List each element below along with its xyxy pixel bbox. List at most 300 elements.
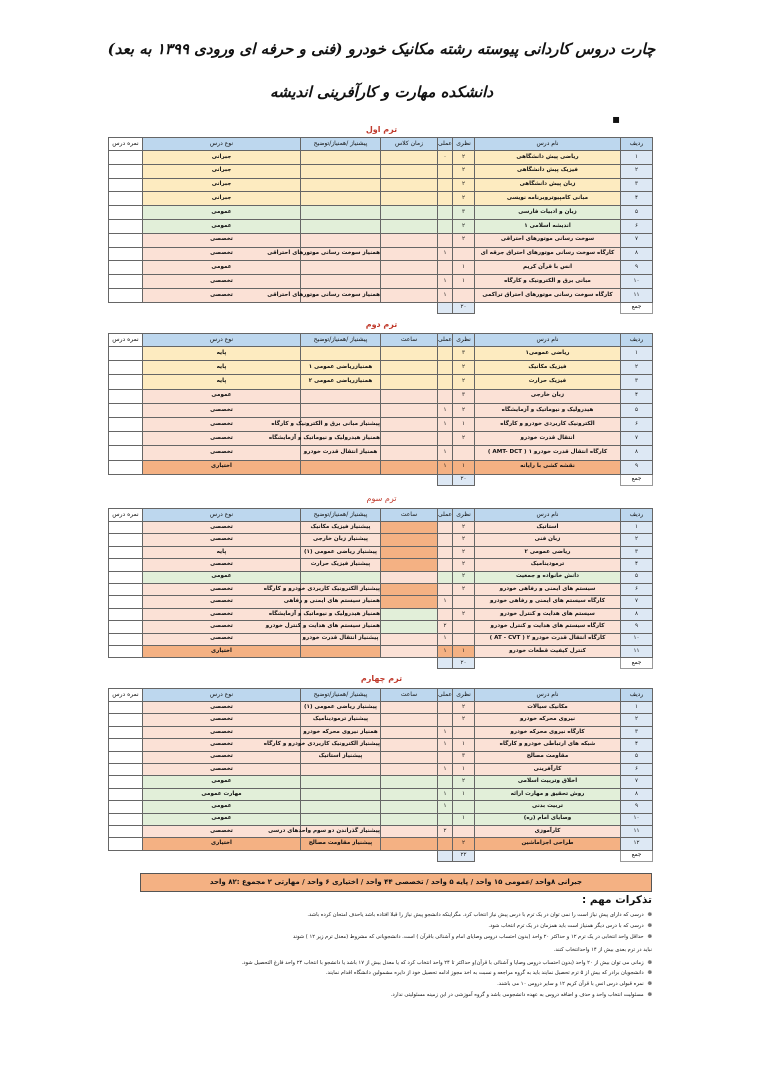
course-name: کارآموزی [475, 825, 621, 837]
prerequisite [301, 788, 381, 800]
practical-units [438, 389, 453, 403]
practical-units: ۱ [438, 645, 453, 657]
term-title: ترم دوم [365, 320, 398, 329]
grade-cell[interactable] [109, 763, 143, 775]
table-row [109, 621, 653, 633]
row-index: ۸ [621, 608, 653, 620]
grade-cell[interactable] [109, 788, 143, 800]
practical-units [438, 361, 453, 375]
prerequisite: همنیاز هیدرولیک و نیوماتیک و آزمایشگاه [301, 608, 381, 620]
grade-cell[interactable] [109, 838, 143, 850]
class-time-cell[interactable] [381, 633, 438, 645]
course-table [108, 688, 653, 862]
class-time-cell[interactable] [381, 288, 438, 302]
grade-cell[interactable] [109, 261, 143, 275]
course-type: تخصصی [143, 522, 301, 534]
practical-units: ۱ [438, 739, 453, 751]
class-time-cell[interactable] [381, 375, 438, 389]
theory-units: ۲ [453, 571, 475, 583]
theory-units: ۲ [453, 432, 475, 446]
course-name: زبان خارجی [475, 389, 621, 403]
course-name: ریاضی عمومی۱ [475, 347, 621, 361]
course-type: اختیاری [143, 645, 301, 657]
class-time-cell[interactable] [381, 788, 438, 800]
course-type: تخصصی [143, 714, 301, 726]
course-type: عمومی [143, 261, 301, 275]
grade-cell[interactable] [109, 825, 143, 837]
grade-cell[interactable] [109, 608, 143, 620]
grade-cell[interactable] [109, 347, 143, 361]
class-time-cell[interactable] [381, 347, 438, 361]
class-time-cell[interactable] [381, 571, 438, 583]
row-index: ۷ [621, 776, 653, 788]
grade-cell[interactable] [109, 702, 143, 714]
grade-cell[interactable] [109, 522, 143, 534]
theory-units: ۲ [453, 522, 475, 534]
practical-units [438, 702, 453, 714]
row-index: ۱ [621, 522, 653, 534]
course-type: تخصصی [143, 559, 301, 571]
table-row [109, 825, 653, 837]
spacer [109, 658, 143, 669]
course-name: فیزیک مکانیک [475, 361, 621, 375]
spacer [143, 850, 301, 861]
table-row [109, 361, 653, 375]
course-name: اندیشه اسلامی ۱ [475, 219, 621, 233]
class-time-cell[interactable] [381, 261, 438, 275]
row-index: ۸ [621, 247, 653, 261]
course-table [108, 333, 653, 486]
class-time-cell[interactable] [381, 403, 438, 417]
prerequisite [301, 645, 381, 657]
theory-units: ۲ [453, 164, 475, 178]
course-name: ریاضی پیش دانشگاهی [475, 151, 621, 165]
class-time-cell[interactable] [381, 361, 438, 375]
grade-cell[interactable] [109, 583, 143, 595]
note-text: نباید در ترم بعدی بیش از ۱۴ واحدانتخاب کنند. [553, 946, 652, 953]
table-row [109, 247, 653, 261]
grade-cell[interactable] [109, 546, 143, 558]
row-index: ۱ [621, 151, 653, 165]
grade-cell[interactable] [109, 361, 143, 375]
course-type: اختیاری [143, 838, 301, 850]
spacer [301, 850, 381, 861]
grade-cell[interactable] [109, 621, 143, 633]
practical-units [438, 534, 453, 546]
course-type: تخصصی [143, 726, 301, 738]
grade-cell[interactable] [109, 739, 143, 751]
course-type: جبرانی [143, 151, 301, 165]
grade-cell[interactable] [109, 633, 143, 645]
mark: ▪ [612, 112, 621, 126]
header-course-name: نام درس [475, 334, 621, 347]
class-time-cell[interactable] [381, 206, 438, 220]
grade-cell[interactable] [109, 446, 143, 460]
theory-units: ۱ [453, 813, 475, 825]
class-time-cell[interactable] [381, 432, 438, 446]
practical-units: ۱ [438, 763, 453, 775]
grade-cell[interactable] [109, 726, 143, 738]
class-time-cell[interactable] [381, 763, 438, 775]
course-type: تخصصی [143, 275, 301, 289]
table-row [109, 726, 653, 738]
course-type: تخصصی [143, 763, 301, 775]
row-index: ۹ [621, 261, 653, 275]
grade-cell[interactable] [109, 813, 143, 825]
table-row [109, 583, 653, 595]
grade-cell[interactable] [109, 417, 143, 431]
theory-units: ۲ [453, 583, 475, 595]
grade-cell[interactable] [109, 801, 143, 813]
grade-cell[interactable] [109, 460, 143, 474]
course-name: ریاضی عمومی ۲ [475, 546, 621, 558]
theory-units: ۱ [453, 417, 475, 431]
table-row [109, 432, 653, 446]
table-row [109, 460, 653, 474]
grade-cell[interactable] [109, 389, 143, 403]
practical-units [438, 347, 453, 361]
table-row [109, 275, 653, 289]
table-row [109, 347, 653, 361]
total-label: جمع [621, 850, 653, 861]
grade-cell[interactable] [109, 247, 143, 261]
course-type: تخصصی [143, 403, 301, 417]
table-header-row [109, 689, 653, 702]
total-blank [438, 474, 453, 485]
row-index: ۱۰ [621, 275, 653, 289]
prerequisite: همنیاز سوخت رسانی موتورهای احتراقی [301, 288, 381, 302]
row-index: ۵ [621, 206, 653, 220]
grade-cell[interactable] [109, 776, 143, 788]
row-index: ۱ [621, 702, 653, 714]
header-prerequisite: پیشنیاز /همنیاز/توضیح [301, 509, 381, 522]
table-row [109, 522, 653, 534]
note-text: حداقل واحد انتخابی در یک ترم ۱۲ و حداکثر ۲۰ واحد (بدون احتساب دروس وصایای امام و آشنائی باقرآن ) است. دانشجویانی که مشروط (معدل ترم زیر ۱۲ ) شوند [292, 933, 644, 940]
class-time-cell[interactable] [381, 645, 438, 657]
class-time-cell[interactable] [381, 534, 438, 546]
course-name: کارآفرینی [475, 763, 621, 775]
theory-units: ۲ [453, 403, 475, 417]
grade-cell[interactable] [109, 596, 143, 608]
table-header-row [109, 509, 653, 522]
prerequisite: پیشنیاز زبان خارجی [301, 534, 381, 546]
class-time-cell[interactable] [381, 219, 438, 233]
grade-cell[interactable] [109, 571, 143, 583]
table-row [109, 288, 653, 302]
class-time-cell[interactable] [381, 164, 438, 178]
header-grade: نمره درس [109, 509, 143, 522]
prerequisite [301, 460, 381, 474]
class-time-cell[interactable] [381, 801, 438, 813]
header-theory: نظری [453, 509, 475, 522]
course-name: فیزیک پیش دانشگاهی [475, 164, 621, 178]
table-row [109, 714, 653, 726]
class-time-cell[interactable] [381, 446, 438, 460]
total-units: ۲۰ [453, 474, 475, 485]
theory-units [453, 633, 475, 645]
class-time-cell[interactable] [381, 596, 438, 608]
table-row [109, 375, 653, 389]
theory-units [453, 801, 475, 813]
table-row [109, 763, 653, 775]
class-time-cell[interactable] [381, 751, 438, 763]
class-time-cell[interactable] [381, 559, 438, 571]
prerequisite: همنیاز انتقال قدرت خودرو [301, 446, 381, 460]
grade-cell[interactable] [109, 403, 143, 417]
class-time-cell[interactable] [381, 621, 438, 633]
theory-units: ۲ [453, 559, 475, 571]
practical-units: ۱ [438, 726, 453, 738]
header-time: زمان کلاس [381, 138, 438, 151]
grade-cell[interactable] [109, 219, 143, 233]
prerequisite: پیشنیاز ترمودینامیک [301, 714, 381, 726]
table-row [109, 608, 653, 620]
header-course-type: نوع درس [143, 138, 301, 151]
prerequisite [301, 219, 381, 233]
header-theory: نظری [453, 689, 475, 702]
practical-units: ۱ [438, 633, 453, 645]
class-time-cell[interactable] [381, 739, 438, 751]
prerequisite [301, 192, 381, 206]
class-time-cell[interactable] [381, 522, 438, 534]
class-time-cell[interactable] [381, 776, 438, 788]
course-name: مبانی برق و الکترونیک و کارگاه [475, 275, 621, 289]
row-index: ۳ [621, 178, 653, 192]
prerequisite [301, 261, 381, 275]
grade-cell[interactable] [109, 192, 143, 206]
grade-cell[interactable] [109, 714, 143, 726]
course-type: تخصصی [143, 825, 301, 837]
table-row [109, 813, 653, 825]
practical-units: ۱ [438, 596, 453, 608]
prerequisite [301, 206, 381, 220]
row-index: ۱۱ [621, 288, 653, 302]
class-time-cell[interactable] [381, 178, 438, 192]
row-index: ۱۰ [621, 633, 653, 645]
class-time-cell[interactable] [381, 702, 438, 714]
theory-units: ۲ [453, 776, 475, 788]
course-name: وصایای امام (ره) [475, 813, 621, 825]
row-index: ۴ [621, 389, 653, 403]
spacer [143, 474, 301, 485]
grade-cell[interactable] [109, 534, 143, 546]
course-name: کارگاه سوخت رسانی موتورهای احتراق تراکمی [475, 288, 621, 302]
practical-units [438, 559, 453, 571]
course-type: تخصصی [143, 233, 301, 247]
table-row [109, 178, 653, 192]
total-units: ۲۰ [453, 658, 475, 669]
class-time-cell[interactable] [381, 608, 438, 620]
practical-units: ۱ [438, 403, 453, 417]
row-index: ۴ [621, 559, 653, 571]
class-time-cell[interactable] [381, 726, 438, 738]
class-time-cell[interactable] [381, 583, 438, 595]
spacer [143, 302, 301, 313]
course-name: اخلاق وتربیت اسلامی [475, 776, 621, 788]
course-name: ترمودینامیک [475, 559, 621, 571]
row-index: ۱۱ [621, 825, 653, 837]
table-row [109, 417, 653, 431]
theory-units: ۲ [453, 702, 475, 714]
course-name: زبان پیش دانشگاهی [475, 178, 621, 192]
table-row [109, 206, 653, 220]
class-time-cell[interactable] [381, 192, 438, 206]
course-type: پایه [143, 347, 301, 361]
total-row [109, 850, 653, 861]
course-name: دانش خانواده و جمعیت [475, 571, 621, 583]
course-name: کارگاه سیستم های هدایت و کنترل خودرو [475, 621, 621, 633]
grade-cell[interactable] [109, 751, 143, 763]
table-row [109, 801, 653, 813]
row-index: ۴ [621, 192, 653, 206]
practical-units: ۱ [438, 446, 453, 460]
class-time-cell[interactable] [381, 838, 438, 850]
prerequisite [301, 389, 381, 403]
table-row [109, 233, 653, 247]
prerequisite: پیشنیاز ریاضی عمومی (۱) [301, 702, 381, 714]
table-row [109, 702, 653, 714]
grade-cell[interactable] [109, 178, 143, 192]
practical-units [438, 776, 453, 788]
course-type: تخصصی [143, 739, 301, 751]
practical-units [438, 838, 453, 850]
course-type: عمومی [143, 219, 301, 233]
course-type: عمومی [143, 206, 301, 220]
course-type: پایه [143, 546, 301, 558]
grade-cell[interactable] [109, 206, 143, 220]
class-time-cell[interactable] [381, 275, 438, 289]
course-type: تخصصی [143, 751, 301, 763]
theory-units [453, 825, 475, 837]
theory-units: ۲ [453, 714, 475, 726]
grade-cell[interactable] [109, 559, 143, 571]
theory-units [453, 726, 475, 738]
theory-units: ۲ [453, 838, 475, 850]
flower-bullet-icon: ❁ [647, 959, 652, 966]
course-type: عمومی [143, 389, 301, 403]
header-practical: عملی [438, 689, 453, 702]
table-row [109, 633, 653, 645]
prerequisite [301, 151, 381, 165]
grade-cell[interactable] [109, 288, 143, 302]
header-time: ساعت [381, 689, 438, 702]
prerequisite [301, 275, 381, 289]
table-row [109, 219, 653, 233]
practical-units [438, 261, 453, 275]
table-header-row [109, 138, 653, 151]
grade-cell[interactable] [109, 432, 143, 446]
note-text: زمانی می توان بیش از ۲۰ واحد (بدون احتساب دروس وصایا و آشنائی با قرآن)و حداکثر تا ۲۴ واحد انتخاب کرد که یا معدل بیش از ۱۷ باشد یا دانشجو با انتخاب ۲۴ واحد فارغ التحصیل شود. [241, 959, 644, 966]
row-index: ۶ [621, 583, 653, 595]
theory-units: ۱ [453, 261, 475, 275]
class-time-cell[interactable] [381, 460, 438, 474]
grade-cell[interactable] [109, 233, 143, 247]
total-units: ۲۰ [453, 302, 475, 313]
practical-units [438, 206, 453, 220]
class-time-cell[interactable] [381, 247, 438, 261]
course-type: مهارت عمومی [143, 788, 301, 800]
theory-units: ۳ [453, 751, 475, 763]
theory-units: ۱ [453, 763, 475, 775]
prerequisite: همنیازریاضی عمومی ۲ [301, 375, 381, 389]
table-header-row [109, 334, 653, 347]
spacer [475, 302, 621, 313]
term-title: ترم اول [365, 125, 398, 134]
practical-units: ۱ [438, 460, 453, 474]
grade-cell[interactable] [109, 151, 143, 165]
class-time-cell[interactable] [381, 151, 438, 165]
document-title: چارت دروس کاردانی پیوسته رشته مکانیک خودرو (فنی و حرفه ای ورودی ۱۳۹۹ به بعد) [107, 40, 656, 58]
theory-units [453, 596, 475, 608]
practical-units [438, 233, 453, 247]
course-name: کارگاه سوخت رسانی موتورهای احتراق جرقه ای [475, 247, 621, 261]
total-blank [438, 658, 453, 669]
note-text: مسئولیت انتخاب واحد و حذف و اضافه دروس به عهده دانشجومی باشد و گروه آموزشی در این زمینه مسئولیتی ندارد. [390, 991, 644, 998]
course-name: نقشه کشی با رایانه [475, 460, 621, 474]
table-row [109, 403, 653, 417]
row-index: ۱۲ [621, 838, 653, 850]
header-index: ردیف [621, 509, 653, 522]
flower-bullet-icon: ❁ [647, 970, 652, 977]
note-item [92, 979, 652, 990]
course-type: جبرانی [143, 178, 301, 192]
header-prerequisite: پیشنیاز /همنیاز/توضیح [301, 138, 381, 151]
spacer [475, 850, 621, 861]
class-time-cell[interactable] [381, 825, 438, 837]
row-index: ۶ [621, 763, 653, 775]
row-index: ۱۱ [621, 645, 653, 657]
course-type: تخصصی [143, 633, 301, 645]
practical-units: ۱ [438, 275, 453, 289]
grade-cell[interactable] [109, 645, 143, 657]
theory-units [453, 621, 475, 633]
grade-cell[interactable] [109, 275, 143, 289]
practical-units: ۰ [438, 151, 453, 165]
class-time-cell[interactable] [381, 714, 438, 726]
theory-units: ۲ [453, 192, 475, 206]
table-row [109, 261, 653, 275]
total-units: ۲۲ [453, 850, 475, 861]
theory-units [453, 247, 475, 261]
course-name: طراحی اجزاماشین [475, 838, 621, 850]
row-index: ۹ [621, 621, 653, 633]
prerequisite: همنیازریاضی عمومی ۱ [301, 361, 381, 375]
class-time-cell[interactable] [381, 546, 438, 558]
grade-cell[interactable] [109, 375, 143, 389]
prerequisite [301, 233, 381, 247]
header-grade: نمره درس [109, 334, 143, 347]
course-type: پایه [143, 361, 301, 375]
class-time-cell[interactable] [381, 417, 438, 431]
note-item [92, 921, 652, 932]
course-name: زبان فنی [475, 534, 621, 546]
course-table [108, 137, 653, 314]
prerequisite: پیشنیاز استاتیک [301, 751, 381, 763]
practical-units [438, 714, 453, 726]
theory-units: ۳ [453, 347, 475, 361]
total-blank [438, 850, 453, 861]
spacer [381, 658, 438, 669]
note-item [92, 932, 652, 945]
prerequisite: همنیاز هیدرولیک و نیوماتیک و آزمایشگاه [301, 432, 381, 446]
course-type: تخصصی [143, 446, 301, 460]
class-time-cell[interactable] [381, 813, 438, 825]
header-time: ساعت [381, 334, 438, 347]
class-time-cell[interactable] [381, 389, 438, 403]
class-time-cell[interactable] [381, 233, 438, 247]
course-name: تربیت بدنی [475, 801, 621, 813]
grade-cell[interactable] [109, 164, 143, 178]
